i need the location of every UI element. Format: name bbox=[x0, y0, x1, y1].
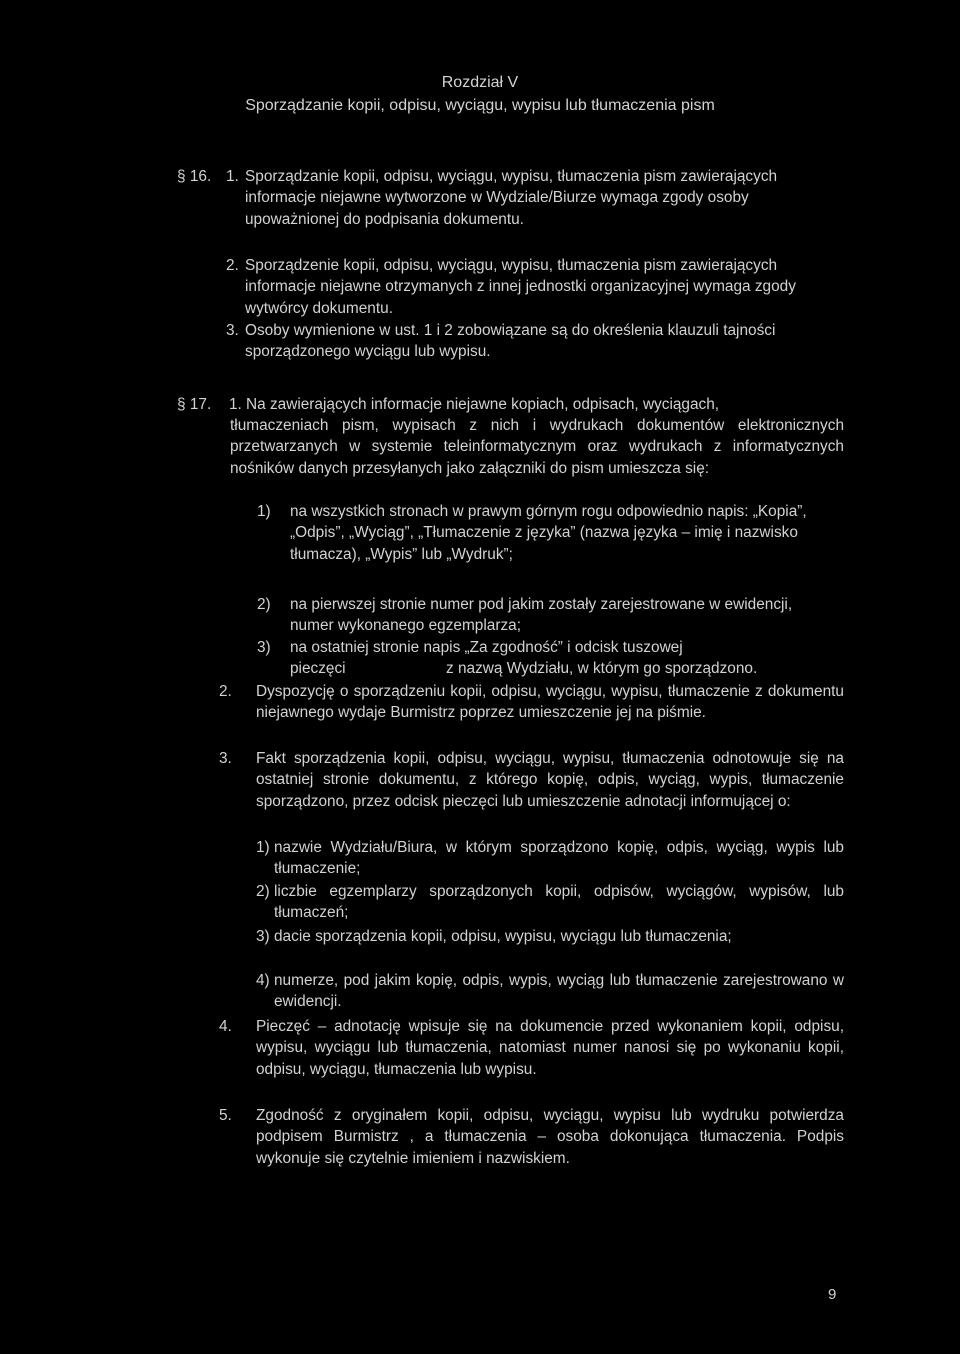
s17-p1-item-1-number: 1) bbox=[257, 503, 271, 520]
s17-p3-item-3: dacie sporządzenia kopii, odpisu, wypisu, wyciągu lub tłumaczenia; bbox=[274, 928, 732, 945]
s17-p1-item-2-number: 2) bbox=[257, 596, 271, 613]
s17-p5-number: 5. bbox=[219, 1107, 232, 1124]
s17-paragraph-5: Zgodność z oryginałem kopii, odpisu, wyciągu, wypisu lub wydruku potwierdza podpisem Burmistrz , a tłumaczenia – osoba dokonująca tłumaczenia. Podpis wykonuje się czytelnie imieniem i nazwiskiem. bbox=[256, 1107, 844, 1167]
s17-p1-item-3-number: 3) bbox=[257, 639, 271, 656]
s17-p3-item-1: nazwie Wydziału/Biura, w którym sporządzono kopię, odpis, wyciąg, wypis lub tłumaczenie; bbox=[274, 839, 844, 878]
s17-paragraph-2: Dyspozycję o sporządzeniu kopii, odpisu, wyciągu, wypisu, tłumaczenie z dokumentu niejawnego wydaje Burmistrz poprzez umieszczenie jej na piśmie. bbox=[256, 683, 844, 722]
s17-paragraph-4: Pieczęć – adnotację wpisuje się na dokumencie przed wykonaniem kopii, odpisu, wypisu, wyciągu lub tłumaczenia, natomiast numer nanosi się po wykonaniu kopii, odpisu, wyciągu, tłumaczenia lub wypisu. bbox=[256, 1018, 844, 1078]
s17-p2-number: 2. bbox=[219, 683, 232, 700]
s17-p3-item-1-number: 1) bbox=[256, 839, 270, 856]
s17-p1-number: 1. bbox=[229, 396, 242, 413]
s17-p3-item-2: liczbie egzemplarzy sporządzonych kopii, odpisów, wyciągów, wypisów, lub tłumaczeń; bbox=[274, 883, 844, 922]
s17-p3-item-4: numerze, pod jakim kopię, odpis, wypis, wyciąg lub tłumaczenie zarejestrowano w ewidencji. bbox=[274, 972, 844, 1011]
s17-p3-number: 3. bbox=[219, 750, 232, 767]
s17-p3-item-4-number: 4) bbox=[256, 972, 270, 989]
s17-p1-item-1: na wszystkich stronach w prawym górnym rogu odpowiednio napis: „Kopia”, „Odpis”, „Wyciąg”, „Tłumaczenie z języka” (nazwa języka – imię i nazwisko tłumacza), „Wypis” lub „Wydruk”; bbox=[290, 503, 807, 563]
chapter-title: Sporządzanie kopii, odpisu, wyciągu, wypisu lub tłumaczenia pism bbox=[245, 97, 715, 114]
s17-p1-item-3-line-2b: z nazwą Wydziału, w którym go sporządzono. bbox=[446, 660, 758, 677]
s16-paragraph-2: Sporządzenie kopii, odpisu, wyciągu, wypisu, tłumaczenia pism zawierających informacje niejawne otrzymanych z innej jednostki organizacyjnej wymaga zgody wytwórcy dokumentu. bbox=[245, 257, 796, 317]
s17-p1-item-2: na pierwszej stronie numer pod jakim zostały zarejestrowane w ewidencji, numer wykonanego egzemplarza; bbox=[290, 596, 793, 635]
s17-p3-item-3-number: 3) bbox=[256, 928, 270, 945]
s16-p3-number: 3. bbox=[226, 322, 239, 339]
section-16-label: § 16. bbox=[177, 168, 212, 185]
page-number: 9 bbox=[828, 1286, 837, 1303]
s17-p1-item-3-line-1: na ostatniej stronie napis „Za zgodność” i odcisk tuszowej bbox=[290, 639, 683, 656]
s16-p1-number: 1. bbox=[226, 168, 239, 185]
s17-paragraph-3: Fakt sporządzenia kopii, odpisu, wyciągu, wypisu, tłumaczenia odnotowuje się na ostatniej stronie dokumentu, z którego kopię, odpis, wyciąg, wypis, tłumaczenie sporządzono, przez odcisk pieczęci lub umieszczenie adnotacji informującej o: bbox=[256, 750, 844, 810]
s17-p3-item-2-number: 2) bbox=[256, 883, 270, 900]
section-17-label: § 17. bbox=[177, 396, 212, 413]
s17-p1-first-line: Na zawierających informacje niejawne kopiach, odpisach, wyciągach, bbox=[246, 396, 720, 413]
s16-paragraph-1: Sporządzanie kopii, odpisu, wyciągu, wypisu, tłumaczenia pism zawierających informacje niejawne wytworzone w Wydziale/Biurze wymaga zgody osoby upoważnionej do podpisania dokumentu. bbox=[245, 168, 778, 228]
s17-p1-item-3-line-2a: pieczęci bbox=[290, 660, 346, 677]
s16-p2-number: 2. bbox=[226, 257, 239, 274]
chapter-heading: Rozdział V bbox=[441, 74, 519, 91]
s16-paragraph-3: Osoby wymienione w ust. 1 i 2 zobowiązane są do określenia klauzuli tajności sporządzonego wyciągu lub wypisu. bbox=[245, 322, 776, 361]
s17-p4-number: 4. bbox=[219, 1018, 232, 1035]
s17-paragraph-1: tłumaczeniach pism, wypisach z nich i wydrukach dokumentów elektronicznych przetwarzanych w systemie teleinformatycznym oraz wydrukach z informatycznych nośników danych przesyłanych jako załączniki do pism umieszcza się: bbox=[230, 417, 844, 477]
